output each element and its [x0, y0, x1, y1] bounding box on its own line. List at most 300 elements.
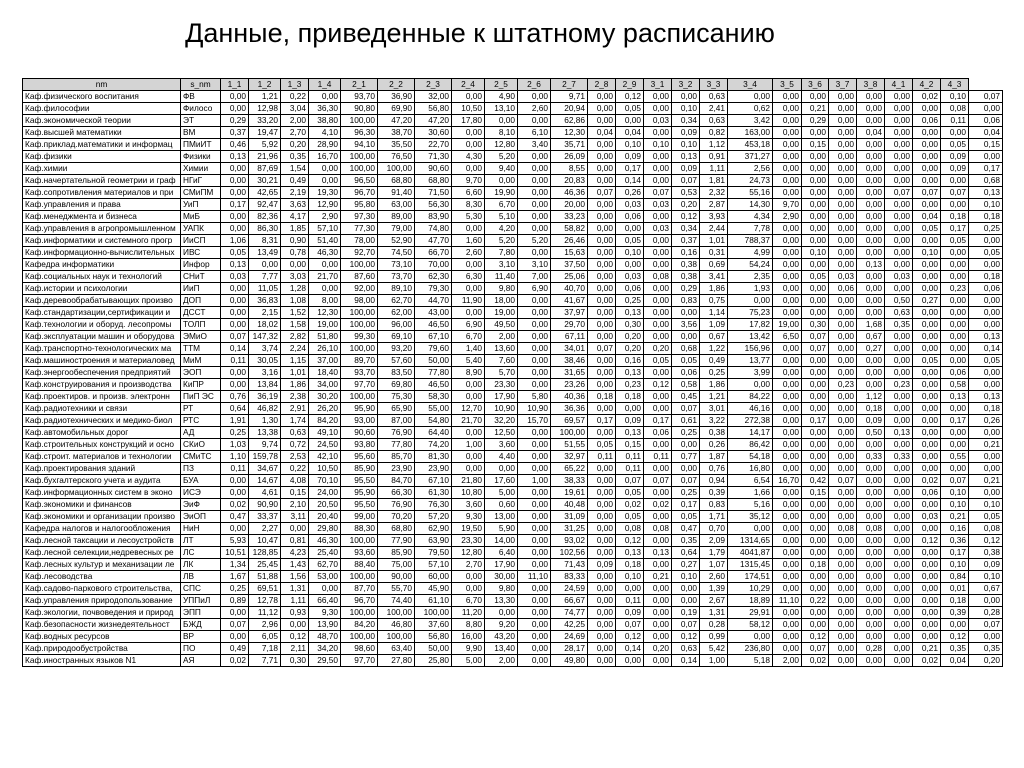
value-cell: 5,18 [728, 655, 773, 667]
value-cell: 0,00 [969, 295, 1003, 307]
value-cell: 0,00 [969, 307, 1003, 319]
value-cell: 5,42 [700, 643, 728, 655]
value-cell: 0,00 [644, 535, 672, 547]
value-cell: 1,93 [728, 283, 773, 295]
department-code-cell: АЯ [181, 655, 221, 667]
value-cell: 0,08 [644, 523, 672, 535]
value-cell: 0,00 [773, 535, 802, 547]
value-cell: 0,00 [802, 607, 829, 619]
value-cell: 0,00 [969, 367, 1003, 379]
value-cell: 0,00 [588, 379, 616, 391]
value-cell: 0,08 [969, 523, 1003, 535]
table-row [23, 583, 1003, 595]
value-cell: 100,00 [341, 631, 378, 643]
value-cell: 0,10 [672, 139, 700, 151]
value-cell: 0,07 [644, 475, 672, 487]
value-cell: 10,50 [452, 103, 485, 115]
value-cell: 63,00 [378, 199, 415, 211]
value-cell: 0,00 [309, 583, 341, 595]
value-cell: 0,47 [221, 511, 249, 523]
value-cell: 0,00 [616, 223, 644, 235]
value-cell: 37,60 [415, 619, 452, 631]
value-cell: 79,50 [415, 547, 452, 559]
value-cell: 0,00 [885, 535, 913, 547]
value-cell: 100,00 [378, 163, 415, 175]
value-cell: 0,00 [913, 283, 941, 295]
value-cell: 0,07 [913, 187, 941, 199]
value-cell: 3,93 [700, 211, 728, 223]
value-cell: 0,00 [969, 631, 1003, 643]
department-name-cell: Каф.философии [23, 103, 181, 115]
value-cell: 0,00 [913, 391, 941, 403]
value-cell: 3,03 [281, 271, 309, 283]
department-name-cell: Каф.эксплуатации машин и оборудова [23, 331, 181, 343]
value-cell: 83,50 [378, 367, 415, 379]
value-cell: 81,30 [415, 451, 452, 463]
value-cell: 61,10 [415, 595, 452, 607]
value-cell: 0,29 [672, 283, 700, 295]
value-cell: 0,00 [802, 379, 829, 391]
value-cell: 0,09 [616, 607, 644, 619]
value-cell: 79,30 [415, 283, 452, 295]
value-cell: 26,09 [551, 151, 588, 163]
value-cell: 0,99 [700, 631, 728, 643]
value-cell: 13,38 [249, 427, 281, 439]
value-cell: 0,00 [773, 403, 802, 415]
value-cell: 0,07 [802, 331, 829, 343]
value-cell: 0,00 [941, 319, 969, 331]
value-cell: 0,00 [857, 223, 885, 235]
value-cell: 0,30 [802, 319, 829, 331]
value-cell: 0,00 [773, 115, 802, 127]
value-cell: 0,08 [857, 523, 885, 535]
value-cell: 79,00 [378, 223, 415, 235]
value-cell: 0,00 [588, 547, 616, 559]
value-cell: 0,00 [885, 139, 913, 151]
value-cell: 0,00 [588, 355, 616, 367]
value-cell: 0,02 [644, 499, 672, 511]
value-cell: 0,00 [969, 379, 1003, 391]
value-cell: 0,00 [518, 631, 551, 643]
department-name-cell: Каф.стандартизации,сертификации и [23, 307, 181, 319]
value-cell: 0,00 [773, 91, 802, 103]
department-code-cell: РТС [181, 415, 221, 427]
value-cell: 74,20 [415, 439, 452, 451]
department-code-cell: ИиП [181, 283, 221, 295]
table-row [23, 283, 1003, 295]
department-name-cell: Каф.информационных систем в эконо [23, 487, 181, 499]
table-row [23, 163, 1003, 175]
value-cell: 11,90 [452, 295, 485, 307]
value-cell: 100,00 [378, 607, 415, 619]
value-cell: 26,20 [309, 403, 341, 415]
value-cell: 38,80 [309, 115, 341, 127]
value-cell: 30,20 [309, 391, 341, 403]
value-cell: 10,50 [309, 463, 341, 475]
department-name-cell: Каф.проектиров. и произв. электронн [23, 391, 181, 403]
column-header: 3_2 [672, 79, 700, 91]
value-cell: 0,00 [829, 643, 857, 655]
value-cell: 0,00 [969, 319, 1003, 331]
value-cell: 0,00 [857, 367, 885, 379]
value-cell: 0,00 [773, 259, 802, 271]
column-header: nm [23, 79, 181, 91]
value-cell: 0,07 [616, 475, 644, 487]
value-cell: 0,17 [672, 499, 700, 511]
value-cell: 0,70 [700, 523, 728, 535]
value-cell: 0,08 [941, 103, 969, 115]
value-cell: 58,12 [728, 619, 773, 631]
value-cell: 6,90 [518, 283, 551, 295]
department-code-cell: ДОП [181, 295, 221, 307]
value-cell: 0,00 [885, 391, 913, 403]
value-cell: 9,70 [773, 199, 802, 211]
value-cell: 97,70 [341, 655, 378, 667]
value-cell: 0,22 [281, 91, 309, 103]
value-cell: 2,00 [281, 115, 309, 127]
value-cell: 0,00 [773, 151, 802, 163]
value-cell: 1,30 [249, 415, 281, 427]
value-cell: 0,00 [802, 283, 829, 295]
value-cell: 0,00 [644, 511, 672, 523]
department-code-cell: ИСЭ [181, 487, 221, 499]
value-cell: 0,00 [773, 391, 802, 403]
value-cell: 0,35 [941, 643, 969, 655]
value-cell: 0,00 [802, 619, 829, 631]
value-cell: 0,00 [913, 559, 941, 571]
value-cell: 0,00 [588, 643, 616, 655]
value-cell: 0,00 [588, 223, 616, 235]
column-header: 4_3 [941, 79, 969, 91]
value-cell: 0,00 [829, 223, 857, 235]
value-cell: 0,00 [885, 475, 913, 487]
value-cell: 69,80 [378, 379, 415, 391]
value-cell: 19,50 [452, 523, 485, 535]
value-cell: 0,00 [588, 583, 616, 595]
department-code-cell: ПиП ЭС [181, 391, 221, 403]
value-cell: 0,00 [616, 403, 644, 415]
value-cell: 6,70 [485, 199, 518, 211]
value-cell: 0,00 [588, 271, 616, 283]
value-cell: 0,25 [672, 427, 700, 439]
value-cell: 0,00 [644, 283, 672, 295]
value-cell: 44,70 [415, 295, 452, 307]
value-cell: 0,00 [518, 379, 551, 391]
value-cell: 70,00 [415, 259, 452, 271]
value-cell: 17,90 [485, 391, 518, 403]
value-cell: 11,40 [485, 271, 518, 283]
value-cell: 0,00 [588, 247, 616, 259]
value-cell: 0,38 [969, 547, 1003, 559]
value-cell: 0,00 [728, 523, 773, 535]
value-cell: 0,07 [802, 643, 829, 655]
value-cell: 102,56 [551, 547, 588, 559]
column-header: s_nm [181, 79, 221, 91]
department-name-cell: Каф.высшей математики [23, 127, 181, 139]
department-code-cell: БЖД [181, 619, 221, 631]
department-name-cell: Каф.информационно-вычислительных [23, 247, 181, 259]
value-cell: 0,00 [588, 523, 616, 535]
value-cell: 0,26 [700, 439, 728, 451]
value-cell: 25,40 [309, 547, 341, 559]
value-cell: 0,00 [802, 427, 829, 439]
value-cell: 87,00 [378, 415, 415, 427]
value-cell: 1,40 [452, 343, 485, 355]
value-cell: 128,85 [249, 547, 281, 559]
value-cell: 0,03 [644, 199, 672, 211]
department-code-cell: МиМ [181, 355, 221, 367]
value-cell: 0,00 [588, 511, 616, 523]
department-code-cell: ФВ [181, 91, 221, 103]
value-cell: 0,60 [485, 499, 518, 511]
value-cell: 90,60 [341, 427, 378, 439]
value-cell: 75,30 [378, 391, 415, 403]
value-cell: 0,00 [452, 259, 485, 271]
value-cell: 0,00 [802, 439, 829, 451]
value-cell: 0,23 [616, 379, 644, 391]
value-cell: 0,00 [913, 619, 941, 631]
value-cell: 0,11 [644, 451, 672, 463]
value-cell: 46,50 [415, 379, 452, 391]
value-cell: 0,00 [829, 595, 857, 607]
department-name-cell: Каф.лесных культур и механизации ле [23, 559, 181, 571]
value-cell: 0,00 [221, 379, 249, 391]
value-cell: 0,00 [773, 463, 802, 475]
value-cell: 3,99 [728, 367, 773, 379]
value-cell: 0,00 [802, 499, 829, 511]
value-cell: 0,09 [672, 163, 700, 175]
value-cell: 0,00 [941, 295, 969, 307]
value-cell: 0,00 [829, 91, 857, 103]
value-cell: 0,00 [518, 367, 551, 379]
value-cell: 0,12 [616, 91, 644, 103]
value-cell: 0,12 [913, 535, 941, 547]
value-cell: 92,47 [249, 199, 281, 211]
value-cell: 0,00 [588, 259, 616, 271]
value-cell: 89,70 [341, 355, 378, 367]
value-cell: 50,00 [415, 643, 452, 655]
value-cell: 0,00 [644, 619, 672, 631]
value-cell: 12,78 [249, 595, 281, 607]
value-cell: 2,11 [281, 643, 309, 655]
value-cell: 0,76 [221, 391, 249, 403]
value-cell: 65,90 [378, 403, 415, 415]
value-cell: 100,00 [341, 607, 378, 619]
value-cell: 0,00 [913, 583, 941, 595]
value-cell: 0,02 [802, 655, 829, 667]
value-cell: 33,20 [249, 115, 281, 127]
value-cell: 0,17 [802, 415, 829, 427]
value-cell: 0,00 [773, 307, 802, 319]
value-cell: 0,00 [829, 331, 857, 343]
value-cell: 0,68 [969, 175, 1003, 187]
value-cell: 0,00 [773, 631, 802, 643]
value-cell: 0,34 [672, 223, 700, 235]
department-code-cell: ЭПП [181, 607, 221, 619]
value-cell: 0,05 [941, 139, 969, 151]
value-cell: 0,35 [672, 535, 700, 547]
value-cell: 0,00 [857, 295, 885, 307]
department-name-cell: Каф.энергообеспечения предприятий [23, 367, 181, 379]
value-cell: 1,81 [700, 175, 728, 187]
value-cell: 0,10 [672, 103, 700, 115]
value-cell: 0,13 [969, 331, 1003, 343]
value-cell: 0,00 [885, 343, 913, 355]
value-cell: 0,20 [616, 331, 644, 343]
value-cell: 0,19 [672, 607, 700, 619]
value-cell: 0,00 [485, 463, 518, 475]
value-cell: 87,60 [341, 271, 378, 283]
department-code-cell: ЛС [181, 547, 221, 559]
value-cell: 0,03 [616, 271, 644, 283]
value-cell: 0,09 [588, 559, 616, 571]
table-row [23, 403, 1003, 415]
value-cell: 0,00 [913, 607, 941, 619]
value-cell: 5,30 [452, 211, 485, 223]
value-cell: 0,00 [802, 403, 829, 415]
value-cell: 5,10 [485, 211, 518, 223]
value-cell: 0,00 [773, 547, 802, 559]
value-cell: 0,00 [773, 619, 802, 631]
value-cell: 0,00 [857, 463, 885, 475]
value-cell: 3,41 [700, 271, 728, 283]
department-name-cell: Каф.экономики и финансов [23, 499, 181, 511]
department-name-cell: Кафедра информатики [23, 259, 181, 271]
value-cell: 68,80 [415, 175, 452, 187]
value-cell: 6,05 [249, 631, 281, 643]
value-cell: 0,00 [518, 451, 551, 463]
value-cell: 0,63 [700, 115, 728, 127]
value-cell: 35,12 [728, 511, 773, 523]
value-cell: 0,00 [857, 559, 885, 571]
value-cell: 0,07 [941, 187, 969, 199]
value-cell: 2,35 [728, 271, 773, 283]
value-cell: 0,00 [588, 463, 616, 475]
value-cell: 0,00 [885, 103, 913, 115]
value-cell: 9,74 [249, 439, 281, 451]
value-cell: 76,90 [378, 427, 415, 439]
value-cell: 47,70 [415, 235, 452, 247]
value-cell: 0,00 [773, 103, 802, 115]
value-cell: 62,86 [551, 115, 588, 127]
value-cell: 17,80 [452, 115, 485, 127]
value-cell: 0,00 [885, 355, 913, 367]
value-cell: 0,27 [857, 343, 885, 355]
value-cell: 0,04 [913, 211, 941, 223]
value-cell: 0,00 [588, 499, 616, 511]
value-cell: 0,00 [913, 439, 941, 451]
value-cell: 20,83 [551, 175, 588, 187]
value-cell: 66,70 [415, 247, 452, 259]
value-cell: 0,89 [221, 595, 249, 607]
value-cell: 0,00 [518, 199, 551, 211]
value-cell: 0,00 [773, 487, 802, 499]
value-cell: 19,00 [773, 319, 802, 331]
value-cell: 56,80 [415, 103, 452, 115]
value-cell: 0,00 [829, 415, 857, 427]
value-cell: 6,40 [485, 547, 518, 559]
value-cell: 0,67 [857, 331, 885, 343]
value-cell: 2,90 [309, 211, 341, 223]
department-code-cell: НГиГ [181, 175, 221, 187]
department-code-cell: ЛТ [181, 535, 221, 547]
value-cell: 9,70 [452, 175, 485, 187]
value-cell: 0,00 [644, 331, 672, 343]
value-cell: 0,00 [588, 91, 616, 103]
value-cell: 0,07 [885, 187, 913, 199]
value-cell: 0,46 [221, 139, 249, 151]
value-cell: 0,69 [700, 259, 728, 271]
value-cell: 19,00 [309, 319, 341, 331]
value-cell: 2,90 [773, 211, 802, 223]
value-cell: 0,05 [616, 487, 644, 499]
value-cell: 31,25 [551, 523, 588, 535]
value-cell: 36,30 [309, 103, 341, 115]
value-cell: 12,70 [452, 403, 485, 415]
value-cell: 0,18 [941, 211, 969, 223]
value-cell: 0,12 [941, 631, 969, 643]
value-cell: 3,22 [700, 415, 728, 427]
value-cell: 23,90 [378, 463, 415, 475]
value-cell: 98,00 [341, 295, 378, 307]
value-cell: 0,00 [773, 451, 802, 463]
value-cell: 0,00 [452, 427, 485, 439]
value-cell: 0,00 [644, 163, 672, 175]
value-cell: 0,00 [941, 619, 969, 631]
value-cell: 0,00 [518, 595, 551, 607]
department-name-cell: Каф.транспортно-технологических ма [23, 343, 181, 355]
value-cell: 0,00 [802, 307, 829, 319]
value-cell: 0,00 [588, 403, 616, 415]
value-cell: 20,00 [551, 199, 588, 211]
value-cell: 24,00 [309, 487, 341, 499]
value-cell: 0,06 [672, 367, 700, 379]
value-cell: 14,30 [728, 199, 773, 211]
value-cell: 0,00 [857, 547, 885, 559]
value-cell: 0,63 [885, 307, 913, 319]
value-cell: 0,00 [773, 583, 802, 595]
value-cell: 0,00 [802, 535, 829, 547]
value-cell: 2,67 [700, 595, 728, 607]
value-cell: 0,00 [518, 343, 551, 355]
value-cell: 0,18 [857, 403, 885, 415]
value-cell: 0,25 [969, 223, 1003, 235]
value-cell: 2,60 [518, 103, 551, 115]
value-cell: 62,00 [378, 307, 415, 319]
value-cell: 2,19 [281, 187, 309, 199]
value-cell: 1,31 [281, 583, 309, 595]
value-cell: 0,00 [518, 211, 551, 223]
value-cell: 20,94 [551, 103, 588, 115]
value-cell: 0,12 [802, 631, 829, 643]
department-code-cell: Филосо [181, 103, 221, 115]
value-cell: 0,42 [802, 475, 829, 487]
department-code-cell: СМиПМ [181, 187, 221, 199]
value-cell: 4,08 [281, 475, 309, 487]
value-cell: 24,73 [728, 175, 773, 187]
value-cell: 0,00 [802, 511, 829, 523]
value-cell: 19,47 [249, 127, 281, 139]
value-cell: 0,00 [969, 427, 1003, 439]
value-cell: 57,10 [415, 559, 452, 571]
department-name-cell: Каф.деревообрабатывающих произво [23, 295, 181, 307]
value-cell: 55,16 [728, 187, 773, 199]
value-cell: 0,00 [773, 235, 802, 247]
value-cell: 0,33 [885, 451, 913, 463]
table-row [23, 439, 1003, 451]
value-cell: 0,27 [913, 295, 941, 307]
value-cell: 0,00 [221, 295, 249, 307]
